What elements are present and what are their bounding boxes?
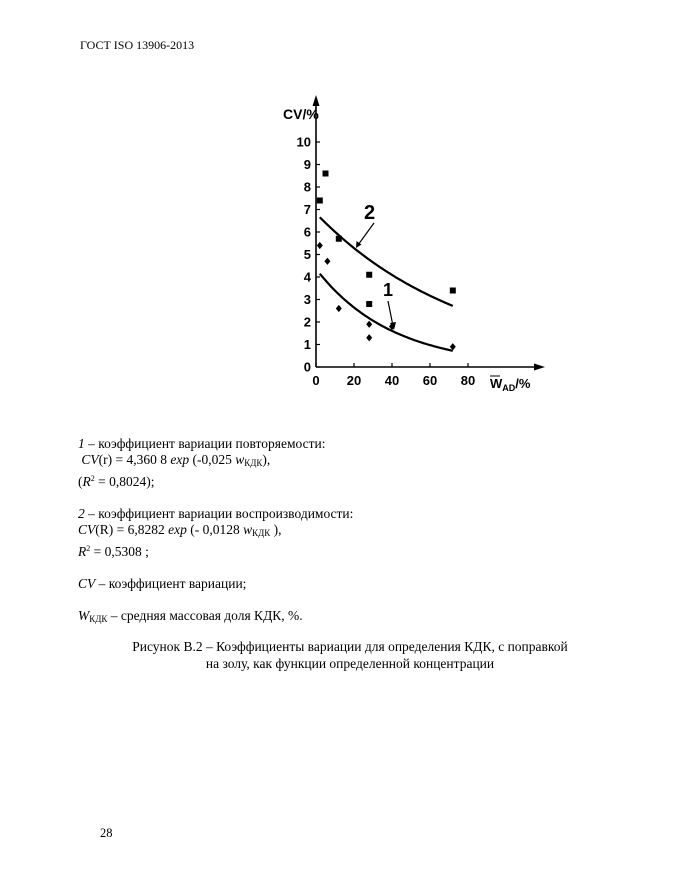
chart-labels (283, 106, 531, 393)
legend-2-formula (78, 522, 618, 541)
legend-2-r-val: = 0,5308 ; (90, 544, 149, 559)
legend-1-r-val: = 0,8024); (94, 474, 155, 489)
legend-2-text: – коэффициент вариации воспроизводимости: (88, 506, 354, 521)
legend-1-sub: КДК (244, 458, 263, 468)
legend-2-exp: exp (168, 522, 187, 537)
page-number: 28 (100, 826, 113, 840)
chart-axes (313, 95, 546, 371)
legend-1-r: R (82, 474, 91, 489)
legend-2-r: R (78, 544, 87, 559)
legend-1-number: 1 (78, 436, 85, 451)
legend-block (78, 436, 618, 627)
y-tick-label: 4 (303, 269, 311, 285)
figure-caption (60, 638, 640, 672)
x-tick-label: 60 (422, 373, 438, 388)
caption-line-1: Рисунок B.2 – Коэффициенты вариации для определения КДК, с поправкой (132, 639, 568, 654)
legend-w-sub: КДК (89, 614, 108, 624)
data-point-square (336, 236, 342, 242)
x-axis-arrow (534, 364, 545, 371)
legend-2-fn: CV (78, 522, 96, 537)
data-point-diamond (336, 305, 342, 312)
x-tick-label: 20 (346, 373, 362, 388)
legend-line-2 (78, 506, 618, 522)
legend-1-w: w (235, 452, 245, 467)
data-point-square (366, 272, 372, 278)
data-point-diamond (366, 334, 372, 341)
curve-label-2: 2 (364, 202, 376, 224)
legend-line-1 (78, 436, 618, 452)
legend-2-r-sup: 2 (86, 544, 91, 553)
x-tick-label: 80 (460, 373, 476, 388)
legend-2-number: 2 (78, 506, 85, 521)
y-tick-label: 6 (303, 224, 311, 240)
y-axis-label: CV/% (283, 106, 319, 122)
y-tick-label: 10 (296, 134, 311, 150)
legend-2-sub: КДК (252, 528, 271, 538)
legend-cv (78, 576, 618, 592)
legend-1-formula (78, 452, 618, 471)
y-axis-arrow (313, 95, 320, 106)
legend-1-r-open: ( (78, 474, 83, 489)
y-tick-label: 8 (303, 179, 311, 195)
legend-1-r2 (78, 471, 618, 490)
y-tick-label: 1 (303, 337, 311, 352)
cv-scatter-chart (270, 90, 570, 410)
legend-1-exp: exp (170, 452, 190, 467)
legend-1-paren: (-0,025 (189, 452, 236, 467)
data-point-square (317, 198, 323, 204)
x-tick-label: 40 (384, 373, 400, 388)
legend-1-eq: = 4,360 8 (112, 452, 171, 467)
y-tick-label: 2 (303, 314, 311, 330)
data-point-diamond (366, 321, 372, 328)
data-point-square (450, 288, 456, 294)
legend-2-paren: (- 0,0128 (186, 522, 244, 537)
legend-2-eq: = 6,8282 (113, 522, 169, 537)
y-tick-label: 9 (303, 157, 311, 172)
legend-2-close: ), (270, 522, 282, 537)
x-axis-label: $W_{AD}/\%$ (490, 376, 531, 393)
y-tick-label: 0 (303, 359, 311, 375)
legend-2-arg: (R) (95, 522, 114, 537)
caption-line-2: на золу, как функции определенной концентрации (205, 656, 495, 671)
data-point-square (366, 301, 372, 307)
curve-label-1: 1 (383, 280, 394, 300)
legend-cv-text: – коэффициент вариации; (95, 576, 247, 591)
legend-2-w: w (243, 522, 253, 537)
curve-label-2-pointer (358, 223, 374, 245)
x-tick-label: 0 (312, 373, 320, 388)
y-tick-label: 3 (303, 292, 311, 307)
legend-w (78, 608, 618, 627)
curve-label-1-pointer (388, 301, 393, 326)
legend-1-fn: CV (81, 452, 99, 467)
chart-points (317, 171, 456, 351)
document-header: ГОСТ ISO 13906-2013 (80, 38, 195, 52)
legend-1-text: – коэффициент вариации повторяемости: (88, 436, 326, 451)
legend-2-r2 (78, 541, 618, 560)
data-point-square (323, 171, 329, 177)
y-tick-label: 7 (303, 202, 311, 217)
y-tick-label: 5 (303, 247, 311, 262)
legend-1-close: ), (262, 452, 271, 467)
data-point-diamond (317, 242, 323, 249)
legend-w-text: – средняя массовая доля КДК, %. (107, 608, 303, 623)
legend-1-arg: (r) (98, 452, 113, 467)
data-point-diamond (324, 258, 330, 265)
legend-w-label: W (78, 608, 90, 623)
legend-cv-label: CV (78, 576, 96, 591)
legend-1-r-sup: 2 (90, 474, 95, 483)
